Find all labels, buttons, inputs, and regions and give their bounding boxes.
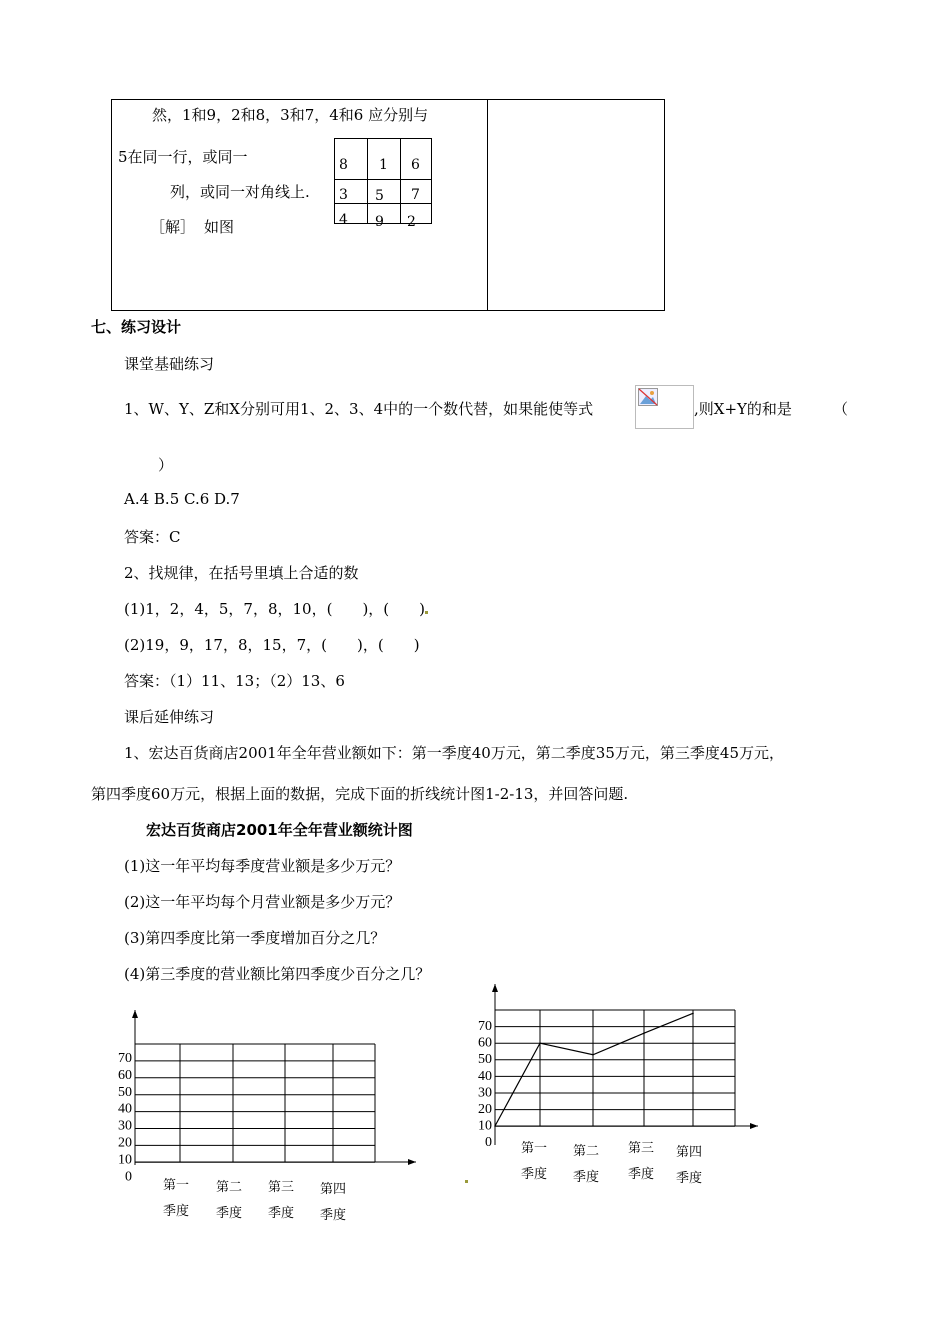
x-category-label: 第三 xyxy=(628,1140,655,1155)
q3-line-2: 第四季度60万元，根据上面的数据，完成下面的折线统计图1-2-13，并回答问题. xyxy=(91,785,629,803)
stray-mark xyxy=(465,1180,468,1183)
x-category-label: 季度 xyxy=(163,1203,190,1218)
magic-cell: 9 xyxy=(375,214,384,230)
data-line xyxy=(495,1013,693,1126)
x-category-label: 第二 xyxy=(216,1179,243,1194)
y-tick-label: 10 xyxy=(478,1118,492,1134)
sub-question-1: (1)这一年平均每季度营业额是多少万元？ xyxy=(124,857,401,875)
filled-line-chart xyxy=(470,980,770,1190)
x-axis-arrow xyxy=(408,1159,416,1165)
x-category-label: 季度 xyxy=(628,1166,655,1181)
magic-cell: 6 xyxy=(411,157,420,173)
x-category-label: 季度 xyxy=(268,1205,295,1220)
equation-image-icon xyxy=(635,385,694,429)
x-category-label: 第四 xyxy=(320,1181,347,1196)
data-point xyxy=(692,1013,694,1015)
table-divider xyxy=(487,99,488,311)
q2-text: 2、找规律，在括号里填上合适的数 xyxy=(124,564,359,582)
subheading-basic: 课堂基础练习 xyxy=(124,355,215,373)
y-tick-label: 0 xyxy=(485,1135,492,1151)
magic-cell: 4 xyxy=(339,212,348,228)
x-category-label: 季度 xyxy=(216,1205,243,1220)
x-axis-arrow xyxy=(750,1123,758,1129)
y-axis-arrow xyxy=(492,984,498,992)
magic-square xyxy=(334,138,432,230)
q2-part-1: (1)1，2，4，5，7，8，10，( )，( ) xyxy=(124,600,426,618)
empty-line-chart xyxy=(100,1000,430,1240)
magic-cell: 8 xyxy=(339,157,348,173)
q1-text-2: ,则X+Y的和是 xyxy=(694,400,792,418)
q1-text: 1、W、Y、Z和X分别可用1、2、3、4中的一个数代替，如果能使等式 xyxy=(124,400,594,418)
q2-part-2: (2)19，9，17，8，15，7，( )，( ) xyxy=(124,636,420,654)
data-point xyxy=(539,1042,541,1044)
q1-answer: 答案：C xyxy=(124,528,181,546)
x-category-label: 第四 xyxy=(676,1144,703,1159)
y-tick-label: 50 xyxy=(118,1084,132,1100)
data-point xyxy=(592,1054,594,1056)
x-category-label: 季度 xyxy=(573,1169,600,1184)
x-category-label: 第一 xyxy=(163,1177,190,1192)
y-tick-label: 60 xyxy=(478,1035,492,1051)
y-tick-label: 70 xyxy=(118,1051,132,1066)
x-category-label: 第三 xyxy=(268,1179,295,1194)
magic-cell: 5 xyxy=(375,188,384,204)
magic-cell: 2 xyxy=(407,214,416,230)
sub-question-4: (4)第三季度的营业额比第四季度少百分之几？ xyxy=(124,965,431,983)
magic-cell: 7 xyxy=(411,187,420,203)
data-point xyxy=(643,1032,645,1034)
y-tick-label: 20 xyxy=(118,1135,132,1151)
table-line-3: 列，或同一对角线上. xyxy=(170,183,310,201)
y-tick-label: 20 xyxy=(478,1102,492,1117)
chart-title: 宏达百货商店2001年全年营业额统计图 xyxy=(146,821,413,839)
stray-mark xyxy=(425,611,428,614)
y-tick-label: 30 xyxy=(118,1118,132,1134)
solve-label: ［解］ xyxy=(150,218,196,236)
q1-options: A.4 B.5 C.6 D.7 xyxy=(124,490,240,508)
y-tick-label: 40 xyxy=(478,1068,492,1084)
x-category-label: 季度 xyxy=(521,1166,548,1181)
q1-paren-close: ） xyxy=(158,456,174,474)
subheading-extended: 课后延伸练习 xyxy=(124,708,215,726)
y-tick-label: 40 xyxy=(118,1101,132,1117)
y-tick-label: 0 xyxy=(125,1169,132,1185)
magic-cell: 1 xyxy=(379,157,388,173)
sub-question-3: (3)第四季度比第一季度增加百分之几？ xyxy=(124,929,386,947)
q1-paren-open: （ xyxy=(833,400,849,418)
sub-question-2: (2)这一年平均每个月营业额是多少万元？ xyxy=(124,893,401,911)
q3-line-1: 1、宏达百货商店2001年全年营业额如下：第一季度40万元，第二季度35万元，第三季度45万元， xyxy=(124,744,784,762)
x-category-label: 第一 xyxy=(521,1140,548,1155)
solve-text: 如图 xyxy=(204,218,235,236)
magic-cell: 3 xyxy=(339,187,348,203)
y-tick-label: 30 xyxy=(478,1085,492,1101)
section-heading: 七、练习设计 xyxy=(91,318,182,336)
table-line-2: 5在同一行，或同一 xyxy=(118,148,248,166)
y-tick-label: 10 xyxy=(118,1152,132,1168)
y-axis-arrow xyxy=(132,1010,138,1018)
q2-answer: 答案：（1）11、13；（2）13、6 xyxy=(124,672,345,690)
data-point xyxy=(494,1125,496,1127)
y-tick-label: 50 xyxy=(478,1052,492,1068)
x-category-label: 季度 xyxy=(320,1207,347,1222)
x-category-label: 第二 xyxy=(573,1143,600,1158)
y-tick-label: 70 xyxy=(478,1019,492,1034)
y-tick-label: 60 xyxy=(118,1067,132,1083)
table-line-1: 然，1和9，2和8，3和7，4和6 应分别与 xyxy=(152,106,429,124)
x-category-label: 季度 xyxy=(676,1170,703,1185)
